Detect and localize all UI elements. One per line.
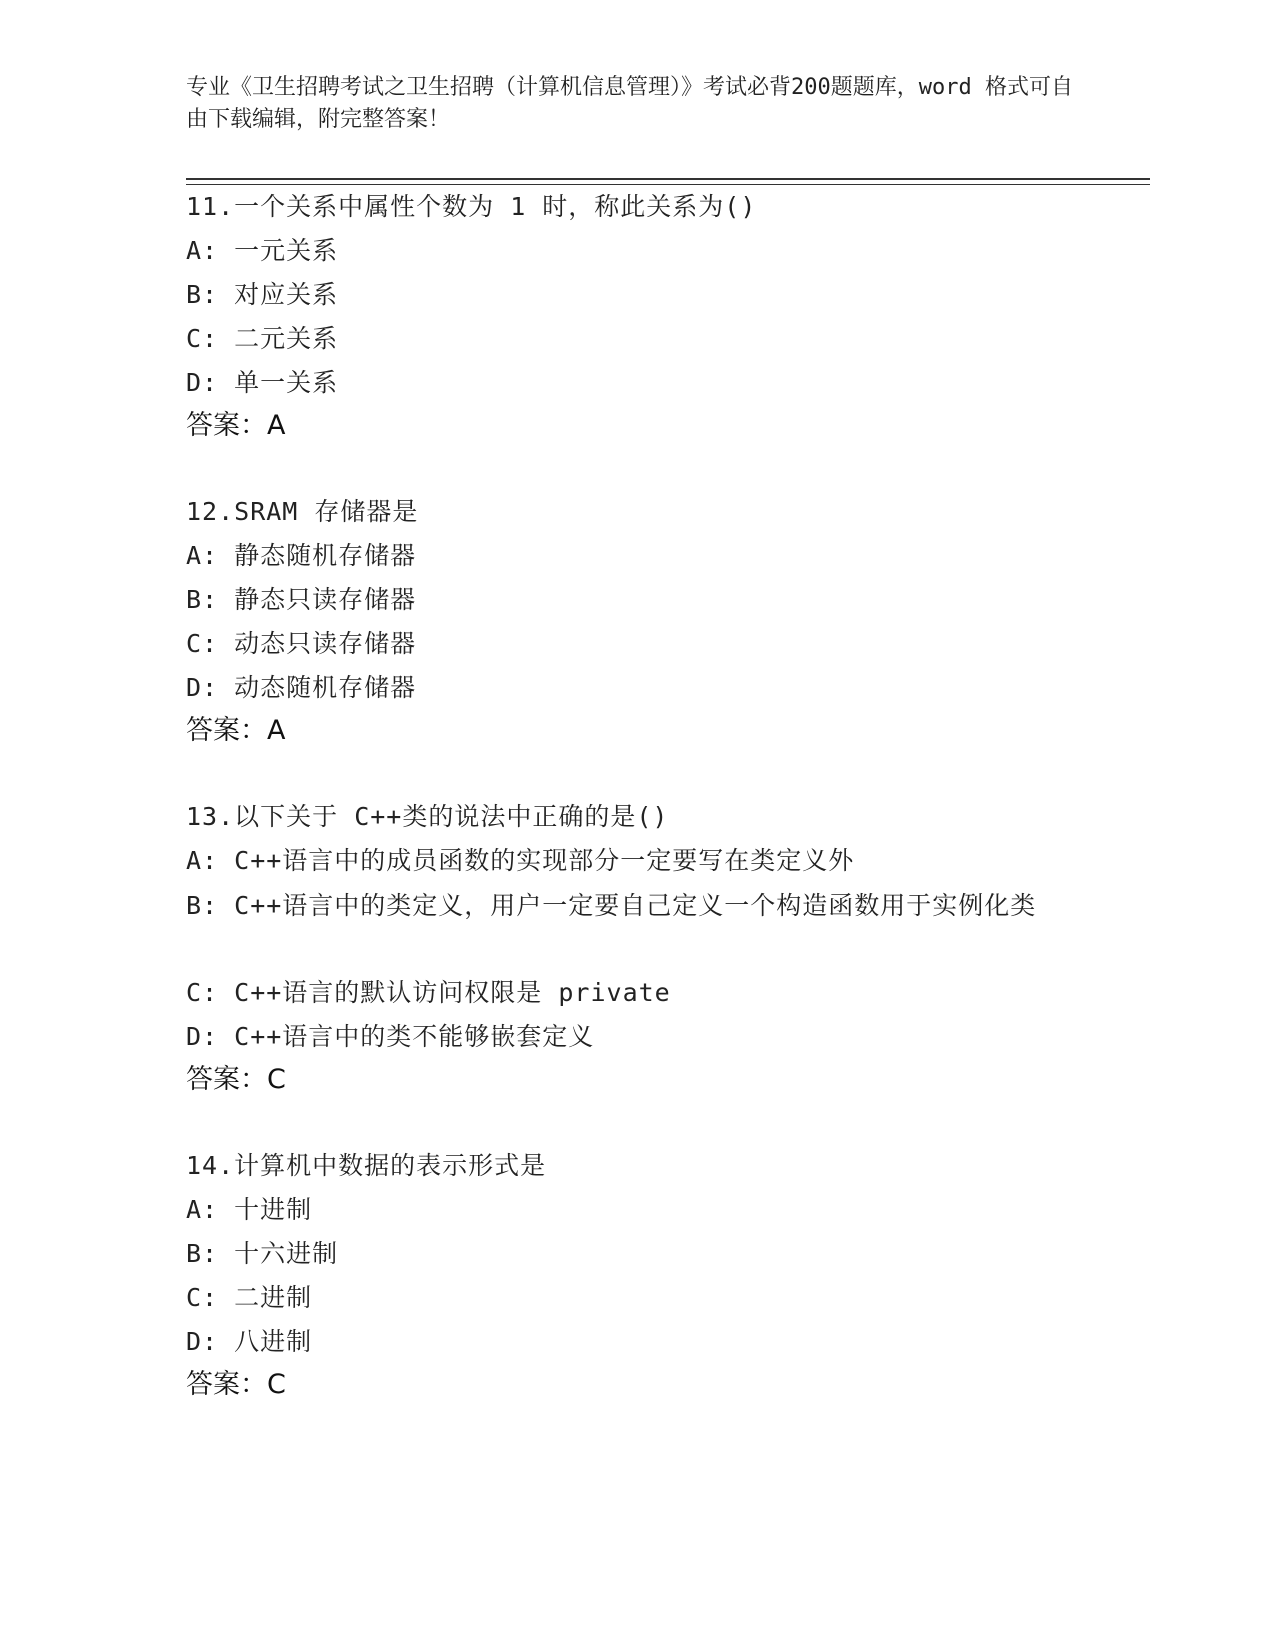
question-stem: 14.计算机中数据的表示形式是 — [186, 1151, 547, 1180]
option-a: A: 一元关系 — [186, 236, 339, 265]
answer-label: 答案：A — [186, 715, 286, 746]
option-b: B: 十六进制 — [186, 1239, 339, 1268]
option-a: A: C++语言中的成员函数的实现部分一定要写在类定义外 — [186, 846, 855, 875]
option-d: D: 动态随机存储器 — [186, 673, 417, 702]
option-c: C: C++语言的默认访问权限是 private — [186, 978, 671, 1007]
option-c: C: 二元关系 — [186, 324, 339, 353]
question-stem: 12.SRAM 存储器是 — [186, 497, 419, 526]
option-a: A: 十进制 — [186, 1195, 313, 1224]
option-d: D: 八进制 — [186, 1327, 313, 1356]
question-stem: 11.一个关系中属性个数为 1 时，称此关系为() — [186, 192, 757, 221]
answer-label: 答案：C — [186, 1369, 286, 1400]
header-divider-thick — [186, 178, 1150, 180]
option-b: B: 对应关系 — [186, 280, 339, 309]
document-header: 专业《卫生招聘考试之卫生招聘（计算机信息管理）》考试必背200题题库，word 格式可自由下载编辑，附完整答案！ — [186, 75, 1073, 132]
option-b: B: 静态只读存储器 — [186, 585, 417, 614]
option-c: C: 动态只读存储器 — [186, 629, 417, 658]
option-b: B: C++语言中的类定义，用户一定要自己定义一个构造函数用于实例化类 — [186, 891, 1037, 920]
option-a: A: 静态随机存储器 — [186, 541, 417, 570]
option-d: D: 单一关系 — [186, 368, 339, 397]
question-stem: 13.以下关于 C++类的说法中正确的是() — [186, 802, 669, 831]
answer-label: 答案：A — [186, 410, 286, 441]
option-c: C: 二进制 — [186, 1283, 313, 1312]
option-d: D: C++语言中的类不能够嵌套定义 — [186, 1022, 595, 1051]
header-divider-thin — [186, 184, 1150, 185]
answer-label: 答案：C — [186, 1064, 286, 1095]
